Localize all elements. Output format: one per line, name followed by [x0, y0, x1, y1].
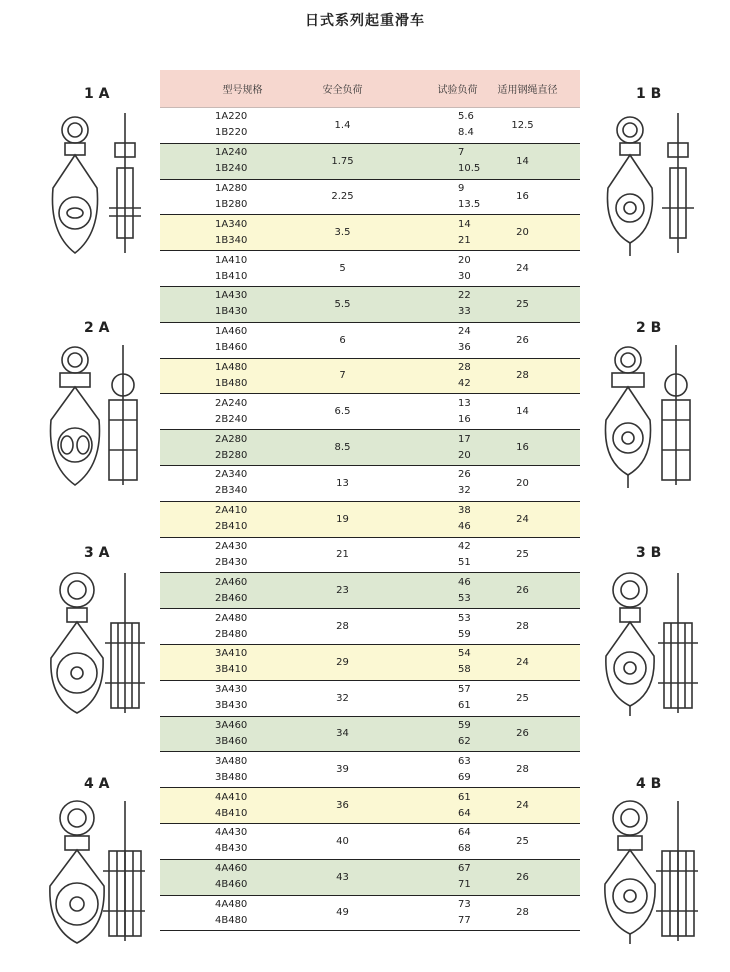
model-b: 2B480	[215, 628, 248, 640]
header-model: 型号规格	[222, 85, 263, 96]
table-row	[160, 108, 580, 144]
test-load-a: 42	[458, 540, 471, 552]
safe-load-cell: 40	[336, 835, 349, 847]
test-load-b: 13.5	[458, 198, 481, 210]
model-b: 1B220	[215, 127, 248, 139]
label-4b: 4 B	[636, 776, 662, 792]
test-load-b: 32	[458, 485, 471, 497]
table-row	[160, 144, 580, 180]
rope-diameter-cell: 26	[516, 728, 529, 740]
table-body	[160, 108, 580, 931]
table-row	[160, 573, 580, 609]
table-row	[160, 180, 580, 216]
test-load-cell	[380, 430, 495, 465]
model-a: 1A460	[215, 326, 248, 338]
model-b: 1B480	[215, 377, 248, 389]
model-b: 1B430	[215, 306, 248, 318]
model-b: 3B480	[215, 771, 248, 783]
test-load-b: 20	[458, 449, 471, 461]
label-1b: 1 B	[636, 86, 662, 102]
test-load-cell	[380, 824, 495, 859]
table-row	[160, 788, 580, 824]
rope-diameter-cell: 24	[516, 263, 529, 275]
safe-load-cell: 29	[336, 656, 349, 668]
rope-diameter-cell: 25	[516, 298, 529, 310]
table-row	[160, 681, 580, 717]
test-load-a: 63	[458, 755, 471, 767]
rope-diameter-cell: 28	[516, 621, 529, 633]
label-3a: 3 A	[84, 545, 110, 561]
rope-diameter-cell: 26	[516, 871, 529, 883]
test-load-a: 57	[458, 684, 471, 696]
label-1a: 1 A	[84, 86, 110, 102]
test-load-b: 33	[458, 306, 471, 318]
test-load-cell	[380, 359, 495, 394]
safe-load-cell: 1.4	[334, 119, 351, 131]
table-row	[160, 538, 580, 574]
rope-diameter-cell: 26	[516, 334, 529, 346]
safe-load-cell: 2.25	[331, 191, 354, 203]
model-a: 2A480	[215, 612, 248, 624]
test-load-a: 22	[458, 290, 471, 302]
test-load-b: 42	[458, 377, 471, 389]
test-load-b: 61	[458, 700, 471, 712]
table-row	[160, 860, 580, 896]
pulley-1b-icon	[600, 108, 700, 258]
rope-diameter-cell: 28	[516, 764, 529, 776]
test-load-cell	[380, 323, 495, 358]
rope-diameter-cell: 26	[516, 585, 529, 597]
test-load-b: 51	[458, 556, 471, 568]
model-b: 1B460	[215, 342, 248, 354]
table-row	[160, 287, 580, 323]
test-load-a: 5.6	[458, 111, 474, 123]
model-cell	[160, 359, 305, 394]
model-cell	[160, 717, 305, 752]
model-cell	[160, 180, 305, 215]
test-load-b: 46	[458, 521, 471, 533]
safe-load-cell: 32	[336, 692, 349, 704]
pulley-2b-icon	[600, 340, 700, 490]
test-load-a: 13	[458, 397, 471, 409]
test-load-cell	[380, 538, 495, 573]
model-a: 1A220	[215, 111, 248, 123]
model-cell	[160, 788, 305, 823]
table-header	[160, 70, 580, 108]
header-safe-load: 安全负荷	[322, 85, 363, 96]
safe-load-cell: 5	[339, 263, 346, 275]
model-a: 4A460	[215, 863, 248, 875]
model-a: 3A480	[215, 755, 248, 767]
model-b: 1B280	[215, 198, 248, 210]
test-load-cell	[380, 502, 495, 537]
test-load-b: 21	[458, 234, 471, 246]
model-cell	[160, 645, 305, 680]
model-b: 1B410	[215, 270, 248, 282]
rope-diameter-cell: 24	[516, 800, 529, 812]
model-cell	[160, 287, 305, 322]
rope-diameter-cell: 20	[516, 227, 529, 239]
test-load-cell	[380, 717, 495, 752]
model-a: 3A460	[215, 719, 248, 731]
test-load-cell	[380, 896, 495, 931]
table-row	[160, 215, 580, 251]
label-2a: 2 A	[84, 320, 110, 336]
safe-load-cell: 3.5	[334, 227, 351, 239]
test-load-b: 77	[458, 914, 471, 926]
test-load-b: 64	[458, 807, 471, 819]
test-load-a: 73	[458, 898, 471, 910]
model-a: 4A480	[215, 898, 248, 910]
test-load-b: 68	[458, 843, 471, 855]
test-load-a: 67	[458, 863, 471, 875]
header-rope-diameter: 适用钢绳直径	[497, 85, 558, 96]
model-a: 1A480	[215, 361, 248, 373]
test-load-b: 62	[458, 735, 471, 747]
rope-diameter-cell: 16	[516, 442, 529, 454]
model-a: 1A430	[215, 290, 248, 302]
table-row	[160, 717, 580, 753]
model-a: 2A340	[215, 469, 248, 481]
table-row	[160, 430, 580, 466]
model-cell	[160, 752, 305, 787]
test-load-a: 59	[458, 719, 471, 731]
rope-diameter-cell: 24	[516, 656, 529, 668]
safe-load-cell: 6	[339, 334, 346, 346]
model-a: 1A280	[215, 182, 248, 194]
model-b: 2B340	[215, 485, 248, 497]
rope-diameter-cell: 28	[516, 370, 529, 382]
model-b: 3B410	[215, 664, 248, 676]
test-load-cell	[380, 394, 495, 429]
rope-diameter-cell: 14	[516, 155, 529, 167]
pulley-3b-icon	[600, 568, 700, 718]
table-row	[160, 466, 580, 502]
rope-diameter-cell: 20	[516, 477, 529, 489]
safe-load-cell: 1.75	[331, 155, 354, 167]
test-load-cell	[380, 180, 495, 215]
model-a: 1A240	[215, 147, 248, 159]
pulley-2a-icon	[45, 340, 145, 490]
header-test-load: 试验负荷	[437, 85, 478, 96]
model-b: 1B340	[215, 234, 248, 246]
model-cell	[160, 108, 305, 143]
model-cell	[160, 430, 305, 465]
rope-diameter-cell: 16	[516, 191, 529, 203]
model-cell	[160, 824, 305, 859]
test-load-b: 53	[458, 592, 471, 604]
test-load-a: 26	[458, 469, 471, 481]
label-2b: 2 B	[636, 320, 662, 336]
rope-diameter-cell: 12.5	[511, 119, 534, 131]
test-load-a: 17	[458, 433, 471, 445]
table-row	[160, 752, 580, 788]
test-load-a: 24	[458, 326, 471, 338]
spec-table	[160, 70, 580, 931]
test-load-b: 30	[458, 270, 471, 282]
model-cell	[160, 681, 305, 716]
safe-load-cell: 5.5	[334, 298, 351, 310]
model-b: 2B240	[215, 413, 248, 425]
table-row	[160, 394, 580, 430]
model-b: 2B410	[215, 521, 248, 533]
model-cell	[160, 502, 305, 537]
model-cell	[160, 466, 305, 501]
test-load-a: 14	[458, 218, 471, 230]
test-load-cell	[380, 573, 495, 608]
test-load-b: 58	[458, 664, 471, 676]
safe-load-cell: 36	[336, 800, 349, 812]
safe-load-cell: 8.5	[334, 442, 351, 454]
model-a: 4A430	[215, 827, 248, 839]
test-load-cell	[380, 215, 495, 250]
test-load-a: 20	[458, 254, 471, 266]
table-row	[160, 896, 580, 932]
test-load-a: 64	[458, 827, 471, 839]
model-b: 2B430	[215, 556, 248, 568]
test-load-cell	[380, 144, 495, 179]
test-load-a: 9	[458, 182, 465, 194]
test-load-b: 69	[458, 771, 471, 783]
model-b: 3B430	[215, 700, 248, 712]
model-cell	[160, 215, 305, 250]
page-title: 日式系列起重滑车	[305, 13, 425, 29]
table-row	[160, 359, 580, 395]
model-b: 4B430	[215, 843, 248, 855]
test-load-cell	[380, 860, 495, 895]
safe-load-cell: 39	[336, 764, 349, 776]
label-3b: 3 B	[636, 545, 662, 561]
test-load-a: 61	[458, 791, 471, 803]
model-cell	[160, 144, 305, 179]
pulley-3a-icon	[45, 568, 145, 718]
test-load-b: 16	[458, 413, 471, 425]
model-a: 2A430	[215, 540, 248, 552]
safe-load-cell: 34	[336, 728, 349, 740]
table-row	[160, 251, 580, 287]
model-a: 2A460	[215, 576, 248, 588]
model-b: 1B240	[215, 163, 248, 175]
rope-diameter-cell: 14	[516, 406, 529, 418]
model-cell	[160, 251, 305, 286]
model-a: 1A410	[215, 254, 248, 266]
table-row	[160, 645, 580, 681]
safe-load-cell: 21	[336, 549, 349, 561]
test-load-b: 8.4	[458, 127, 474, 139]
test-load-cell	[380, 466, 495, 501]
model-a: 2A240	[215, 397, 248, 409]
safe-load-cell: 7	[339, 370, 346, 382]
safe-load-cell: 13	[336, 477, 349, 489]
test-load-cell	[380, 251, 495, 286]
test-load-cell	[380, 752, 495, 787]
pulley-1a-icon	[45, 108, 145, 258]
safe-load-cell: 23	[336, 585, 349, 597]
test-load-b: 59	[458, 628, 471, 640]
test-load-a: 28	[458, 361, 471, 373]
model-a: 2A280	[215, 433, 248, 445]
safe-load-cell: 43	[336, 871, 349, 883]
test-load-a: 38	[458, 505, 471, 517]
test-load-cell	[380, 108, 495, 143]
test-load-b: 71	[458, 879, 471, 891]
safe-load-cell: 49	[336, 907, 349, 919]
test-load-cell	[380, 287, 495, 322]
test-load-a: 7	[458, 147, 465, 159]
test-load-cell	[380, 681, 495, 716]
model-b: 4B410	[215, 807, 248, 819]
test-load-cell	[380, 609, 495, 644]
model-b: 3B460	[215, 735, 248, 747]
table-row	[160, 323, 580, 359]
safe-load-cell: 19	[336, 513, 349, 525]
pulley-4a-icon	[45, 796, 145, 946]
model-cell	[160, 538, 305, 573]
test-load-cell	[380, 788, 495, 823]
rope-diameter-cell: 25	[516, 835, 529, 847]
test-load-a: 54	[458, 648, 471, 660]
test-load-cell	[380, 645, 495, 680]
model-b: 2B280	[215, 449, 248, 461]
rope-diameter-cell: 25	[516, 549, 529, 561]
model-a: 1A340	[215, 218, 248, 230]
rope-diameter-cell: 28	[516, 907, 529, 919]
test-load-b: 10.5	[458, 163, 481, 175]
model-a: 3A410	[215, 648, 248, 660]
model-a: 4A410	[215, 791, 248, 803]
label-4a: 4 A	[84, 776, 110, 792]
model-cell	[160, 860, 305, 895]
table-row	[160, 502, 580, 538]
model-cell	[160, 394, 305, 429]
test-load-b: 36	[458, 342, 471, 354]
model-cell	[160, 573, 305, 608]
model-a: 2A410	[215, 505, 248, 517]
safe-load-cell: 6.5	[334, 406, 351, 418]
test-load-a: 46	[458, 576, 471, 588]
model-b: 4B460	[215, 879, 248, 891]
safe-load-cell: 28	[336, 621, 349, 633]
table-row	[160, 609, 580, 645]
model-cell	[160, 323, 305, 358]
table-row	[160, 824, 580, 860]
model-a: 3A430	[215, 684, 248, 696]
test-load-a: 53	[458, 612, 471, 624]
rope-diameter-cell: 25	[516, 692, 529, 704]
model-cell	[160, 896, 305, 931]
rope-diameter-cell: 24	[516, 513, 529, 525]
pulley-4b-icon	[600, 796, 700, 946]
model-b: 2B460	[215, 592, 248, 604]
model-cell	[160, 609, 305, 644]
model-b: 4B480	[215, 914, 248, 926]
